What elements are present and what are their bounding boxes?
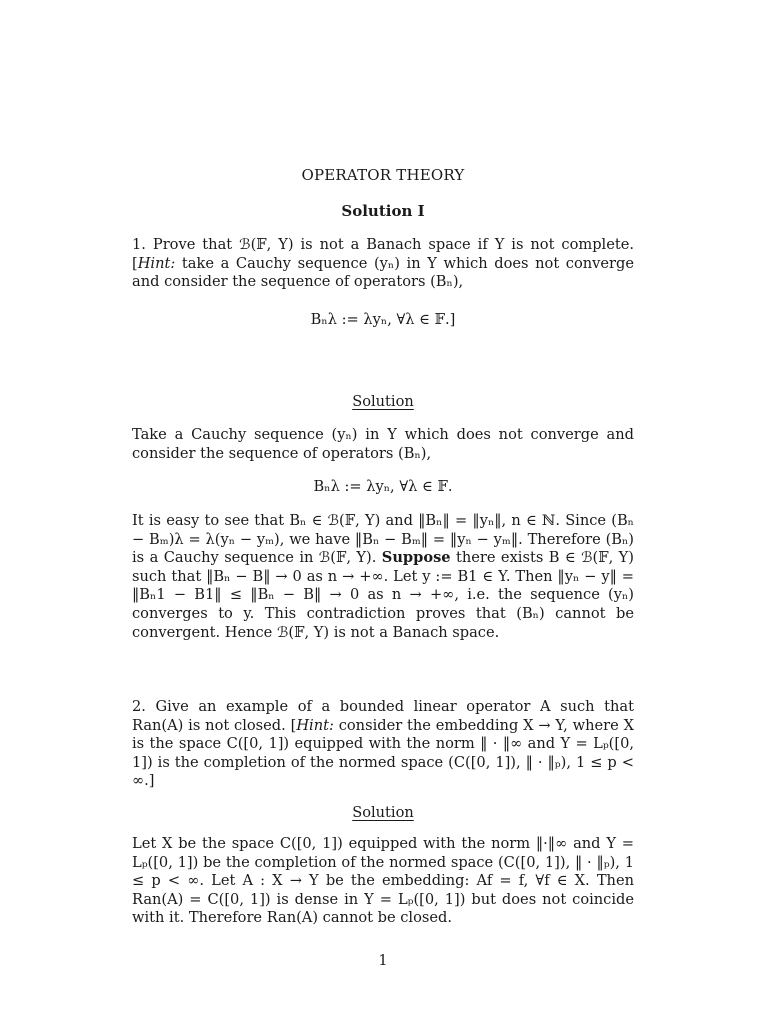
problem-1-hint-label: Hint: bbox=[137, 254, 176, 272]
problem-1-text-b: take a Cauchy sequence (yₙ) in Y which does not converge and consider the sequence of operators (Bₙ), bbox=[132, 254, 634, 291]
solution-1-body bbox=[132, 512, 634, 642]
problem-1-statement bbox=[132, 236, 634, 292]
solution-2-heading: Solution bbox=[352, 804, 414, 821]
solution-1-suppose: Suppose bbox=[381, 549, 451, 567]
solution-1-intro: Take a Cauchy sequence (yₙ) in Y which does not converge and consider the sequence of operators (Bₙ), bbox=[132, 426, 634, 462]
problem-2-text-a: 2. Give an example of a bounded linear operator A such that Ran(A) is not closed. [ bbox=[132, 698, 634, 734]
solution-1-equation: Bₙλ := λyₙ, ∀λ ∈ 𝔽. bbox=[313, 478, 453, 495]
page-number: 1 bbox=[378, 952, 388, 969]
problem-2-text-b: consider the embedding X → Y, where X is the space C([0, 1]) equipped with the norm ‖ · ‖∞ and Y = Lₚ([0, 1]) is the completion of the normed space (C([0, 1]), ‖ · ‖ₚ), 1 ≤ p < ∞.] bbox=[132, 716, 634, 790]
page-subtitle: Solution I bbox=[341, 202, 425, 220]
solution-1-heading: Solution bbox=[352, 393, 414, 410]
problem-1-text-a: 1. Prove that ℬ(𝔽, Y) is not a Banach space if Y is not complete. [ bbox=[132, 236, 634, 272]
solution-1-body-b: there exists B ∈ ℬ(𝔽, Y) such that ‖Bₙ − B‖ → 0 as n → +∞. Let y := B1 ∈ Y. Then ‖yₙ − y‖ = ‖Bₙ1 − B1‖ ≤ ‖Bₙ − B‖ → 0 as n → +∞, i.e. the sequence (yₙ) converges to y. This contradiction proves that (Bₙ) cannot be convergent. Hence ℬ(𝔽, Y) is not a Banach space. bbox=[132, 549, 634, 641]
document-page bbox=[132, 0, 634, 1024]
problem-1-equation: Bₙλ := λyₙ, ∀λ ∈ 𝔽.] bbox=[310, 311, 456, 328]
problem-2-statement bbox=[132, 698, 634, 791]
solution-2-body: Let X be the space C([0, 1]) equipped with the norm ‖·‖∞ and Y = Lₚ([0, 1]) be the completion of the normed space (C([0, 1]), ‖ · ‖ₚ), 1 ≤ p < ∞. Let A : X → Y be the embedding: Af = f, ∀f ∈ X. Then Ran(A) = C([0, 1]) is dense in Y = Lₚ([0, 1]) but does not coincide with it. Therefore Ran(A) cannot be closed. bbox=[132, 835, 634, 927]
page-title: OPERATOR THEORY bbox=[301, 166, 465, 184]
problem-2-hint-label: Hint: bbox=[296, 716, 334, 734]
solution-1-body-a: It is easy to see that Bₙ ∈ ℬ(𝔽, Y) and ‖Bₙ‖ = ‖yₙ‖, n ∈ ℕ. Since (Bₙ − Bₘ)λ = λ(yₙ − yₘ), we have ‖Bₙ − Bₘ‖ = ‖yₙ − yₘ‖. Therefore (Bₙ) is a Cauchy sequence in ℬ(𝔽, Y). bbox=[132, 512, 634, 567]
